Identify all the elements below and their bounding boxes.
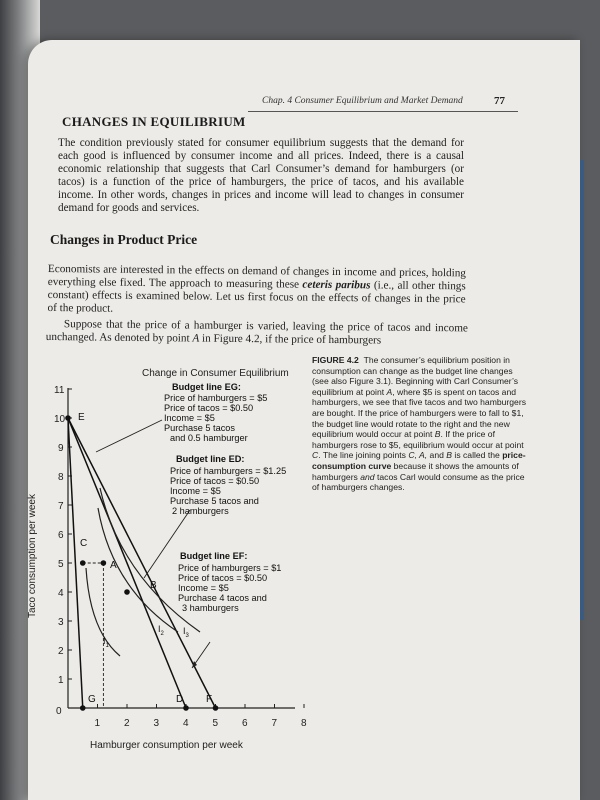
caption-text: The consumer’s equilibrium position in consumption can change as the budget line changes (see also Figure 3.1). Beginning with Carl Consumer’s equilibrium at point — [312, 355, 519, 397]
budget-ef-line: 3 hamburgers — [182, 603, 239, 613]
running-head: Chap. 4 Consumer Equilibrium and Market Demand — [262, 96, 463, 106]
x-tick-label: 2 — [124, 718, 130, 729]
budget-eg-title: Budget line EG: — [172, 382, 241, 392]
label-b: B — [150, 580, 157, 591]
emphasis-point-a: A — [192, 332, 200, 345]
x-tick-label: 5 — [212, 718, 219, 729]
budget-ef-line: Price of tacos = $0.50 — [178, 573, 268, 583]
label-g: G — [88, 694, 96, 705]
x-tick-label: 6 — [242, 718, 248, 729]
figure-caption — [312, 355, 526, 493]
spine-edge — [580, 160, 584, 620]
page-number: 77 — [494, 95, 505, 107]
label-f: F — [206, 694, 213, 705]
point-a — [101, 560, 107, 566]
caption-label: FIGURE 4.2 — [312, 355, 359, 365]
budget-ef-line: Purchase 4 tacos and — [178, 593, 267, 603]
section-paragraph: The condition previously stated for consumer equilibrium suggests that the demand for each good is influenced by consumer income and all prices. Indeed, there is a causal economic relationship that suggests that Carl Consumer’s demand for hamburgers (or tacos) is a function of the price of hamburgers, the price of tacos, and his available income. In other words, changes in prices and income will lead to changes in consumer demand for goods and services. — [58, 137, 464, 214]
y-tick-label: 6 — [58, 530, 64, 541]
text-run: Suppose that the price of a hamburger is varied, leaving the price of tacos and income unchanged. As denoted by point — [45, 318, 468, 345]
caption-text: tacos Carl would consume as the price of hamburgers changes. — [312, 471, 525, 493]
y-tick-label: 2 — [58, 646, 64, 657]
y-tick-label: 5 — [58, 559, 64, 570]
caption-point: B — [446, 450, 453, 461]
origin-label: 0 — [56, 706, 62, 717]
budget-ef-line: Income = $5 — [178, 583, 229, 593]
budget-ed-line: 2 hamburgers — [172, 506, 229, 516]
text-run: in Figure 4.2, if the price of hamburgers — [199, 332, 382, 347]
y-tick-label: 8 — [58, 472, 64, 483]
paragraph-ceteris — [47, 263, 466, 319]
caption-point: C, A, — [408, 450, 428, 461]
x-tick-label: 4 — [183, 718, 189, 729]
label-a: A — [110, 560, 117, 571]
emphasis-ceteris: ceteris paribus — [302, 278, 371, 292]
budget-eg-line: and 0.5 hamburger — [170, 433, 248, 443]
caption-text: and — [427, 450, 447, 461]
consumer-equilibrium-diagram — [20, 356, 310, 756]
caption-term: price-consumption curve — [312, 450, 526, 471]
x-tick-label: 1 — [94, 718, 101, 729]
point-f — [213, 705, 219, 711]
x-axis-label: Hamburger consumption per week — [90, 740, 243, 751]
caption-text: . If the price of hamburgers rose to $5, equilibrium would occur at point — [312, 429, 524, 450]
budget-ed-line: Income = $5 — [170, 486, 221, 496]
y-tick-label: 10 — [54, 414, 66, 425]
caption-text: . The line joining points — [318, 450, 409, 461]
point-d — [183, 705, 189, 711]
label-i1: $I_1$ — [103, 636, 109, 649]
budget-eg-line: Price of hamburgers = $5 — [164, 393, 268, 403]
label-i2: $I_2$ — [158, 624, 164, 637]
budget-ef-line: Price of hamburgers = $1 — [178, 563, 282, 573]
budget-ed-title: Budget line ED: — [176, 454, 245, 464]
point-c — [80, 560, 86, 566]
caption-emphasis: and — [360, 471, 375, 482]
budget-ed-annotation — [170, 454, 286, 516]
x-tick-label: 3 — [153, 718, 160, 729]
budget-ed-line: Purchase 5 tacos and — [170, 496, 259, 506]
budget-ef-title: Budget line EF: — [180, 551, 248, 561]
y-tick-label: 11 — [54, 385, 65, 396]
figure-4-2 — [20, 356, 310, 756]
caption-text: is called the — [452, 450, 503, 461]
arrow-eg — [96, 420, 162, 452]
caption-point: A — [386, 386, 393, 397]
paragraph-suppose — [46, 318, 468, 348]
header-rule — [248, 111, 518, 112]
budget-ef-annotation — [178, 551, 281, 613]
subsection-heading: Changes in Product Price — [50, 232, 198, 247]
y-tick-label: 3 — [58, 617, 64, 628]
figure-title: Change in Consumer Equilibrium — [142, 368, 289, 379]
y-tick-label: 4 — [58, 588, 64, 599]
text-run: Economists are interested in the effects on demand of changes in income and prices, holding everything else fixed. The approach to measuring these — [47, 263, 466, 291]
x-tick-label: 8 — [301, 718, 307, 729]
caption-text: because it shows the amounts of hamburgers — [312, 460, 519, 482]
point-g — [80, 705, 86, 711]
x-tick-label: 7 — [271, 718, 278, 729]
budget-eg-annotation — [164, 382, 267, 443]
y-axis-label: Taco consumption per week — [27, 494, 38, 618]
y-tick-label: 9 — [58, 443, 64, 454]
label-i3: $I_3$ — [183, 626, 189, 639]
budget-ed-line: Price of hamburgers = $1.25 — [170, 466, 287, 476]
caption-text: , where $5 is spent on tacos and hamburgers, we see that five tacos and two hamburgers are bought. If the price of hamburgers were to fall to $1, the budget line would rotate to the right and the new equilibrium would occur at point — [312, 386, 527, 440]
text-run: (i.e., all other things constant) effects is examined below. Let us first focus on the effects of changes in the price of the product. — [47, 279, 466, 315]
budget-eg-line: Income = $5 — [164, 413, 215, 423]
budget-eg-line: Price of tacos = $0.50 — [164, 403, 254, 413]
caption-point: C — [312, 450, 319, 461]
y-tick-label: 7 — [58, 501, 64, 512]
budget-eg-line: Purchase 5 tacos — [164, 423, 235, 433]
label-d: D — [176, 694, 184, 705]
caption-point: B — [434, 429, 441, 440]
budget-ed-line: Price of tacos = $0.50 — [170, 476, 260, 486]
section-heading: CHANGES IN EQUILIBRIUM — [62, 114, 246, 129]
label-e: E — [78, 412, 85, 423]
y-tick-label: 1 — [58, 675, 64, 686]
label-c: C — [80, 538, 88, 549]
point-b — [124, 589, 130, 595]
point-e — [65, 415, 71, 421]
